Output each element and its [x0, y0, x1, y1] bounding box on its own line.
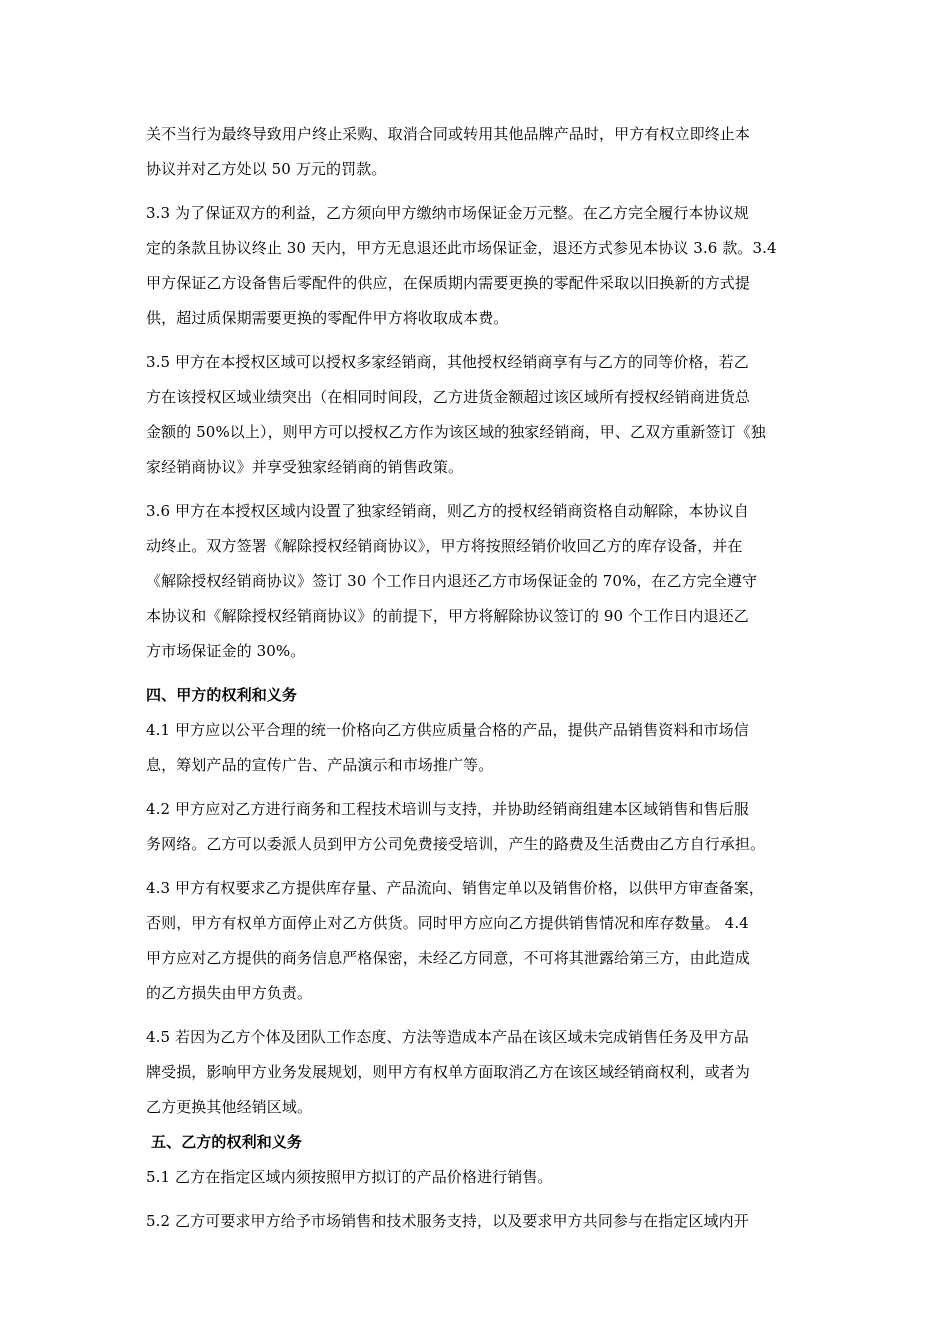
- section-heading: 四、甲方的权利和义务: [146, 686, 298, 704]
- text-line: 4.3 甲方有权要求乙方提供库存量、产品流向、销售定单以及销售价格，以供甲方审查备案，: [146, 879, 764, 897]
- text-line: 《解除授权经销商协议》签订 30 个工作日内退还乙方市场保证金的 70%，在乙方完全遵守: [146, 572, 758, 590]
- text-line: 甲方保证乙方设备售后零配件的供应，在保质期内需要更换的零配件采取以旧换新的方式提: [146, 274, 751, 292]
- text-line: 5.2 乙方可要求甲方给予市场销售和技术服务支持，以及要求甲方共同参与在指定区域内开: [146, 1212, 749, 1230]
- text-line: 3.3 为了保证双方的利益，乙方须向甲方缴纳市场保证金万元整。在乙方完全履行本协议规: [146, 204, 749, 222]
- text-line: 方市场保证金的 30%。: [146, 642, 306, 660]
- text-line: 方在该授权区域业绩突出（在相同时间段，乙方进货金额超过该区域所有授权经销商进货总: [146, 388, 751, 406]
- text-line: 供，超过质保期需要更换的零配件甲方将收取成本费。: [146, 309, 509, 327]
- text-line: 家经销商协议》并享受独家经销商的销售政策。: [146, 458, 464, 476]
- text-line: 5.1 乙方在指定区域内须按照甲方拟订的产品价格进行销售。: [146, 1168, 553, 1186]
- text-line: 的乙方损失由甲方负责。: [146, 984, 313, 1002]
- text-line: 牌受损，影响甲方业务发展规划，则甲方有权单方面取消乙方在该区域经销商权利，或者为: [146, 1063, 751, 1081]
- text-line: 动终止。双方签署《解除授权经销商协议》，甲方将按照经销价收回乙方的库存设备，并在: [146, 537, 743, 555]
- text-line: 协议并对乙方处以 50 万元的罚款。: [146, 160, 387, 178]
- text-line: 3.6 甲方在本授权区域内设置了独家经销商，则乙方的授权经销商资格自动解除，本协议自: [146, 502, 749, 520]
- text-line: 4.1 甲方应以公平合理的统一价格向乙方供应质量合格的产品，提供产品销售资料和市场信: [146, 721, 749, 739]
- text-line: 否则，甲方有权单方面停止对乙方供货。同时甲方应向乙方提供销售情况和库存数量。 4.4: [146, 914, 749, 932]
- text-line: 务网络。乙方可以委派人员到甲方公司免费接受培训，产生的路费及生活费由乙方自行承担。: [146, 835, 766, 853]
- text-line: 定的条款且协议终止 30 天内，甲方无息退还此市场保证金，退还方式参见本协议 3.6 款。3.4: [146, 239, 777, 257]
- text-line: 甲方应对乙方提供的商务信息严格保密，未经乙方同意，不可将其泄露给第三方，由此造成: [146, 949, 751, 967]
- text-line: 息，筹划产品的宣传广告、产品演示和市场推广等。: [146, 756, 494, 774]
- text-line: 本协议和《解除授权经销商协议》的前提下，甲方将解除协议签订的 90 个工作日内退还乙: [146, 607, 749, 625]
- text-line: 关不当行为最终导致用户终止采购、取消合同或转用其他品牌产品时，甲方有权立即终止本: [146, 125, 751, 143]
- text-line: 乙方更换其他经销区域。: [146, 1098, 313, 1116]
- text-line: 金额的 50%以上），则甲方可以授权乙方作为该区域的独家经销商，甲、乙双方重新签订《独: [146, 423, 766, 441]
- text-line: 3.5 甲方在本授权区域可以授权多家经销商，其他授权经销商享有与乙方的同等价格，若乙: [146, 353, 749, 371]
- section-heading: 五、乙方的权利和义务: [151, 1133, 303, 1151]
- text-line: 4.5 若因为乙方个体及团队工作态度、方法等造成本产品在该区域未完成销售任务及甲方品: [146, 1028, 749, 1046]
- text-line: 4.2 甲方应对乙方进行商务和工程技术培训与支持，并协助经销商组建本区域销售和售后服: [146, 800, 749, 818]
